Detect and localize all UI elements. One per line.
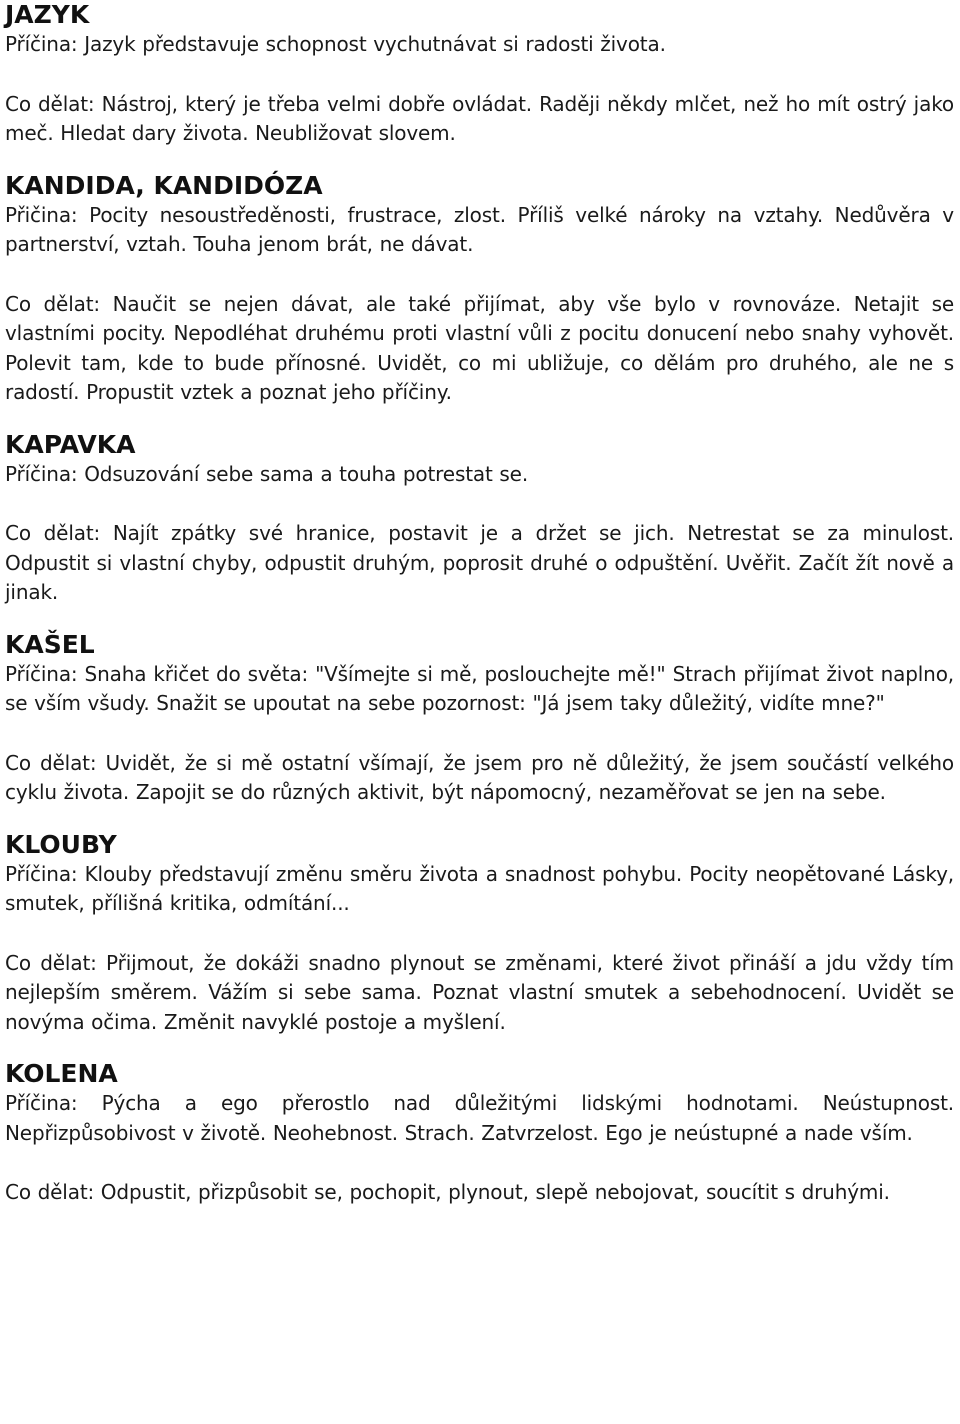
section-kasel bbox=[5, 630, 954, 808]
action-paragraph: Co dělat: Odpustit, přizpůsobit se, pochopit, plynout, slepě nebojovat, soucítit s druhými. bbox=[5, 1180, 890, 1204]
spacer bbox=[5, 719, 954, 749]
spacer bbox=[5, 608, 954, 630]
section-heading: KAPAVKA bbox=[5, 429, 136, 459]
cause-paragraph: Příčina: Jazyk představuje schopnost vychutnávat si radosti života. bbox=[5, 32, 666, 56]
spacer bbox=[5, 60, 954, 90]
action-paragraph: Co dělat: Uvidět, že si mě ostatní všímají, že jsem pro ně důležitý, že jsem součástí velkého cyklu života. Zapojit se do různých aktivit, být nápomocný, nezaměřovat se jen na sebe. bbox=[5, 750, 954, 804]
action-paragraph: Co dělat: Naučit se nejen dávat, ale také přijímat, aby vše bylo v rovnováze. Netajit se vlastními pocity. Nepodléhat druhému proti vlastní vůli z pocitu donucení nebo snahy vyhovět. Polevit tam, kde to bude přínosné. Uvidět, co mi ubližuje, co dělám pro druhého, ale ne s radostí. Propustit vztek a poznat jeho příčiny. bbox=[5, 291, 954, 404]
cause-paragraph: Příčina: Klouby představují změnu směru života a snadnost pohybu. Pocity neopětované Lásky, smutek, přílišná kritika, odmítání... bbox=[5, 861, 954, 915]
action-paragraph: Co dělat: Nástroj, který je třeba velmi dobře ovládat. Raději někdy mlčet, než ho mít ostrý jako meč. Hledat dary života. Neubližovat slovem. bbox=[5, 91, 954, 145]
spacer bbox=[5, 489, 954, 519]
spacer bbox=[5, 408, 954, 430]
cause-paragraph: Příčina: Odsuzování sebe sama a touha potrestat se. bbox=[5, 461, 529, 486]
spacer bbox=[5, 1148, 954, 1178]
section-kapavka bbox=[5, 430, 954, 608]
section-heading: KLOUBY bbox=[5, 829, 117, 859]
section-kandida bbox=[5, 171, 954, 408]
cause-paragraph: Příčina: Pýcha a ego přerostlo nad důležitými lidskými hodnotami. Neústupnost. Nepřizpůsobivost v životě. Neohebnost. Strach. Zatvrzelost. Ego je neústupné a nade vším. bbox=[5, 1091, 954, 1145]
spacer bbox=[5, 919, 954, 949]
cause-paragraph: Příčina: Snaha křičet do světa: "Všímejte si mě, poslouchejte mě!" Strach přijímat život naplno, se vším všudy. Snažit se upoutat na sebe pozornost: "Já jsem taky důležitý, vidíte mne?" bbox=[5, 661, 954, 715]
section-heading: KANDIDA, KANDIDÓZA bbox=[5, 170, 323, 200]
section-heading: KAŠEL bbox=[5, 629, 95, 659]
section-heading: KOLENA bbox=[5, 1059, 118, 1088]
section-kolena bbox=[5, 1059, 954, 1208]
cause-paragraph: Přičina: Pocity nesoustředěnosti, frustrace, zlost. Příliš velké nároky na vztahy. Nedůvěra v partnerství, vztah. Touha jenom brát, ne dávat. bbox=[5, 202, 954, 256]
action-paragraph: Co dělat: Najít zpátky své hranice, postavit je a držet se jich. Netrestat se za minulost. Odpustit si vlastní chyby, odpustit druhým, poprosit druhé o odpuštění. Uvěřit. Začít žít nově a jinak. bbox=[5, 521, 954, 604]
spacer bbox=[5, 808, 954, 830]
section-heading: JAZYK bbox=[5, 0, 90, 29]
spacer bbox=[5, 1037, 954, 1059]
action-paragraph: Co dělat: Přijmout, že dokáži snadno plynout se změnami, které život přináší a jdu vždy tím nejlepším směrem. Vážím si sebe sama. Poznat vlastní smutek a sebehodnocení. Uvidět se novýma očima. Změnit navyklé postoje a myšlení. bbox=[5, 950, 954, 1034]
section-klouby bbox=[5, 830, 954, 1038]
spacer bbox=[5, 149, 954, 171]
spacer bbox=[5, 260, 954, 290]
section-jazyk bbox=[5, 0, 954, 149]
